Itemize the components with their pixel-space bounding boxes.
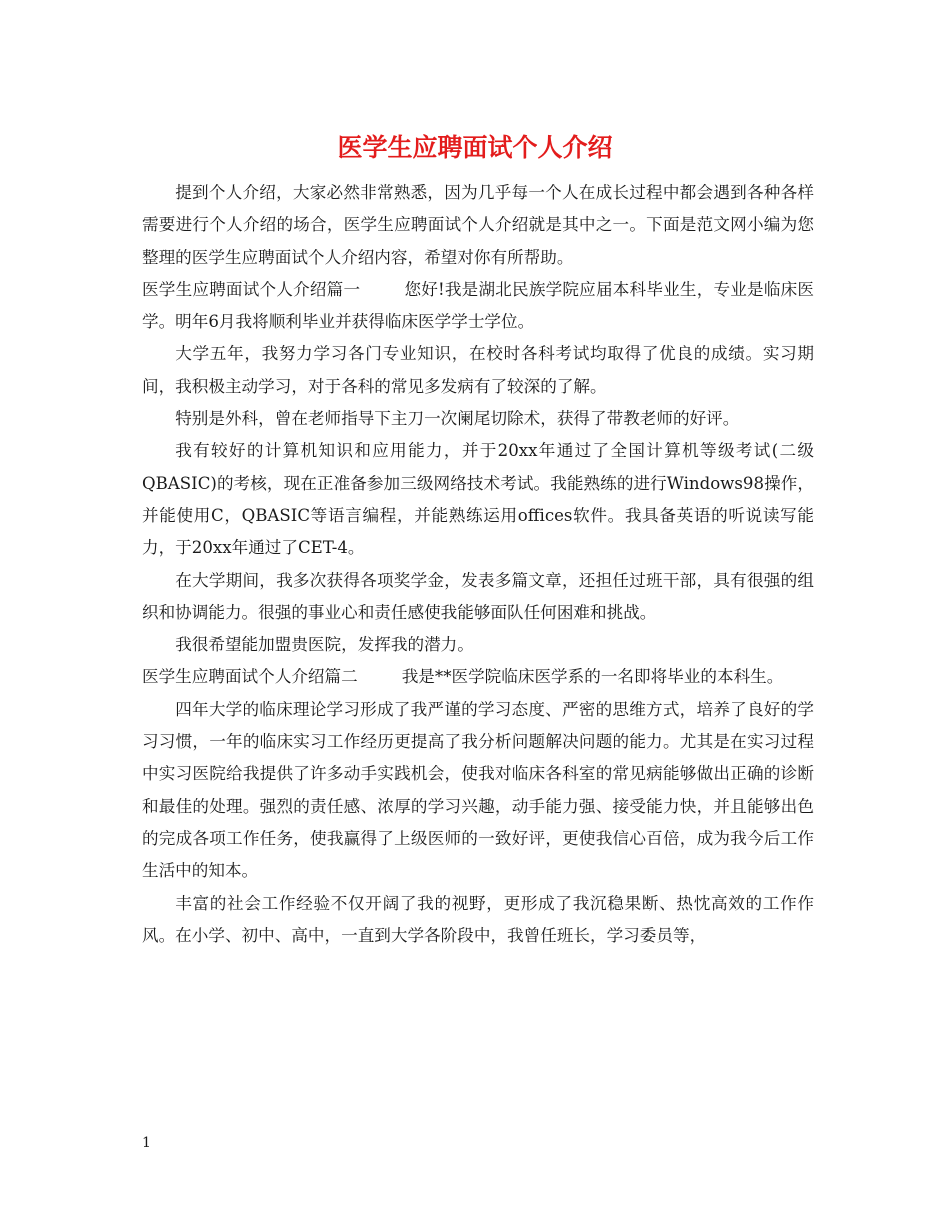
closing-paragraph: 我很希望能加盟贵医院，发挥我的潜力。 <box>175 635 474 655</box>
computer-skills-paragraph: 我有较好的计算机知识和应用能力，并于20xx年通过了全国计算机等级考试(二级QBASIC)的考核，现在正准备参加三级网络技术考试。我能熟练的进行Windows98操作，并能使用C，QBASIC等语言编程，并能熟练运用offices软件。我具备英语的听说读写能力，于20xx年通过了CET-4。 <box>142 441 814 558</box>
section-two-paragraph <box>142 661 814 693</box>
study-paragraph: 大学五年，我努力学习各门专业知识，在校时各科考试均取得了优良的成绩。实习期间，我积极主动学习，对于各科的常见多发病有了较深的了解。 <box>142 344 814 396</box>
awards-paragraph: 在大学期间，我多次获得各项奖学金，发表多篇文章，还担任过班干部，具有很强的组织和协调能力。很强的事业心和责任感使我能够面队任何困难和挑战。 <box>142 570 814 622</box>
document-title: 医学生应聘面试个人介绍 <box>337 133 613 162</box>
section-two-text: 我是**医学院临床医学系的一名即将毕业的本科生。 <box>401 667 784 687</box>
section-two-heading: 医学生应聘面试个人介绍篇二 <box>142 667 358 687</box>
surgery-paragraph: 特别是外科，曾在老师指导下主刀一次阑尾切除术，获得了带教老师的好评。 <box>175 409 740 429</box>
intro-paragraph: 提到个人介绍，大家必然非常熟悉，因为几乎每一个人在成长过程中都会遇到各种各样需要进行个人介绍的场合，医学生应聘面试个人介绍就是其中之一。下面是范文网小编为您整理的医学生应聘面试个人介绍内容，希望对你有所帮助。 <box>142 183 814 267</box>
page-number: 1 <box>142 1135 151 1151</box>
social-work-paragraph: 丰富的社会工作经验不仅开阔了我的视野，更形成了我沉稳果断、热忱高效的工作作风。在小学、初中、高中，一直到大学各阶段中，我曾任班长，学习委员等， <box>142 893 814 945</box>
section-one-text: 您好!我是湖北民族学院应届本科毕业生，专业是临床医学。明年6月我将顺利毕业并获得临床医学学士学位。 <box>142 279 815 332</box>
clinical-study-paragraph: 四年大学的临床理论学习形成了我严谨的学习态度、严密的思维方式，培养了良好的学习习惯，一年的临床实习工作经历更提高了我分析问题解决问题的能力。尤其是在实习过程中实习医院给我提供了许多动手实践机会，使我对临床各科室的常见病能够做出正确的诊断和最佳的处理。强烈的责任感、浓厚的学习兴趣，动手能力强、接受能力快，并且能够出色的完成各项工作任务，使我赢得了上级医师的一致好评，更使我信心百倍，成为我今后工作生活中的知本。 <box>142 699 814 881</box>
section-one-heading: 医学生应聘面试个人介绍篇一 <box>142 279 361 299</box>
document-body <box>142 177 814 952</box>
section-one-paragraph <box>142 274 814 339</box>
